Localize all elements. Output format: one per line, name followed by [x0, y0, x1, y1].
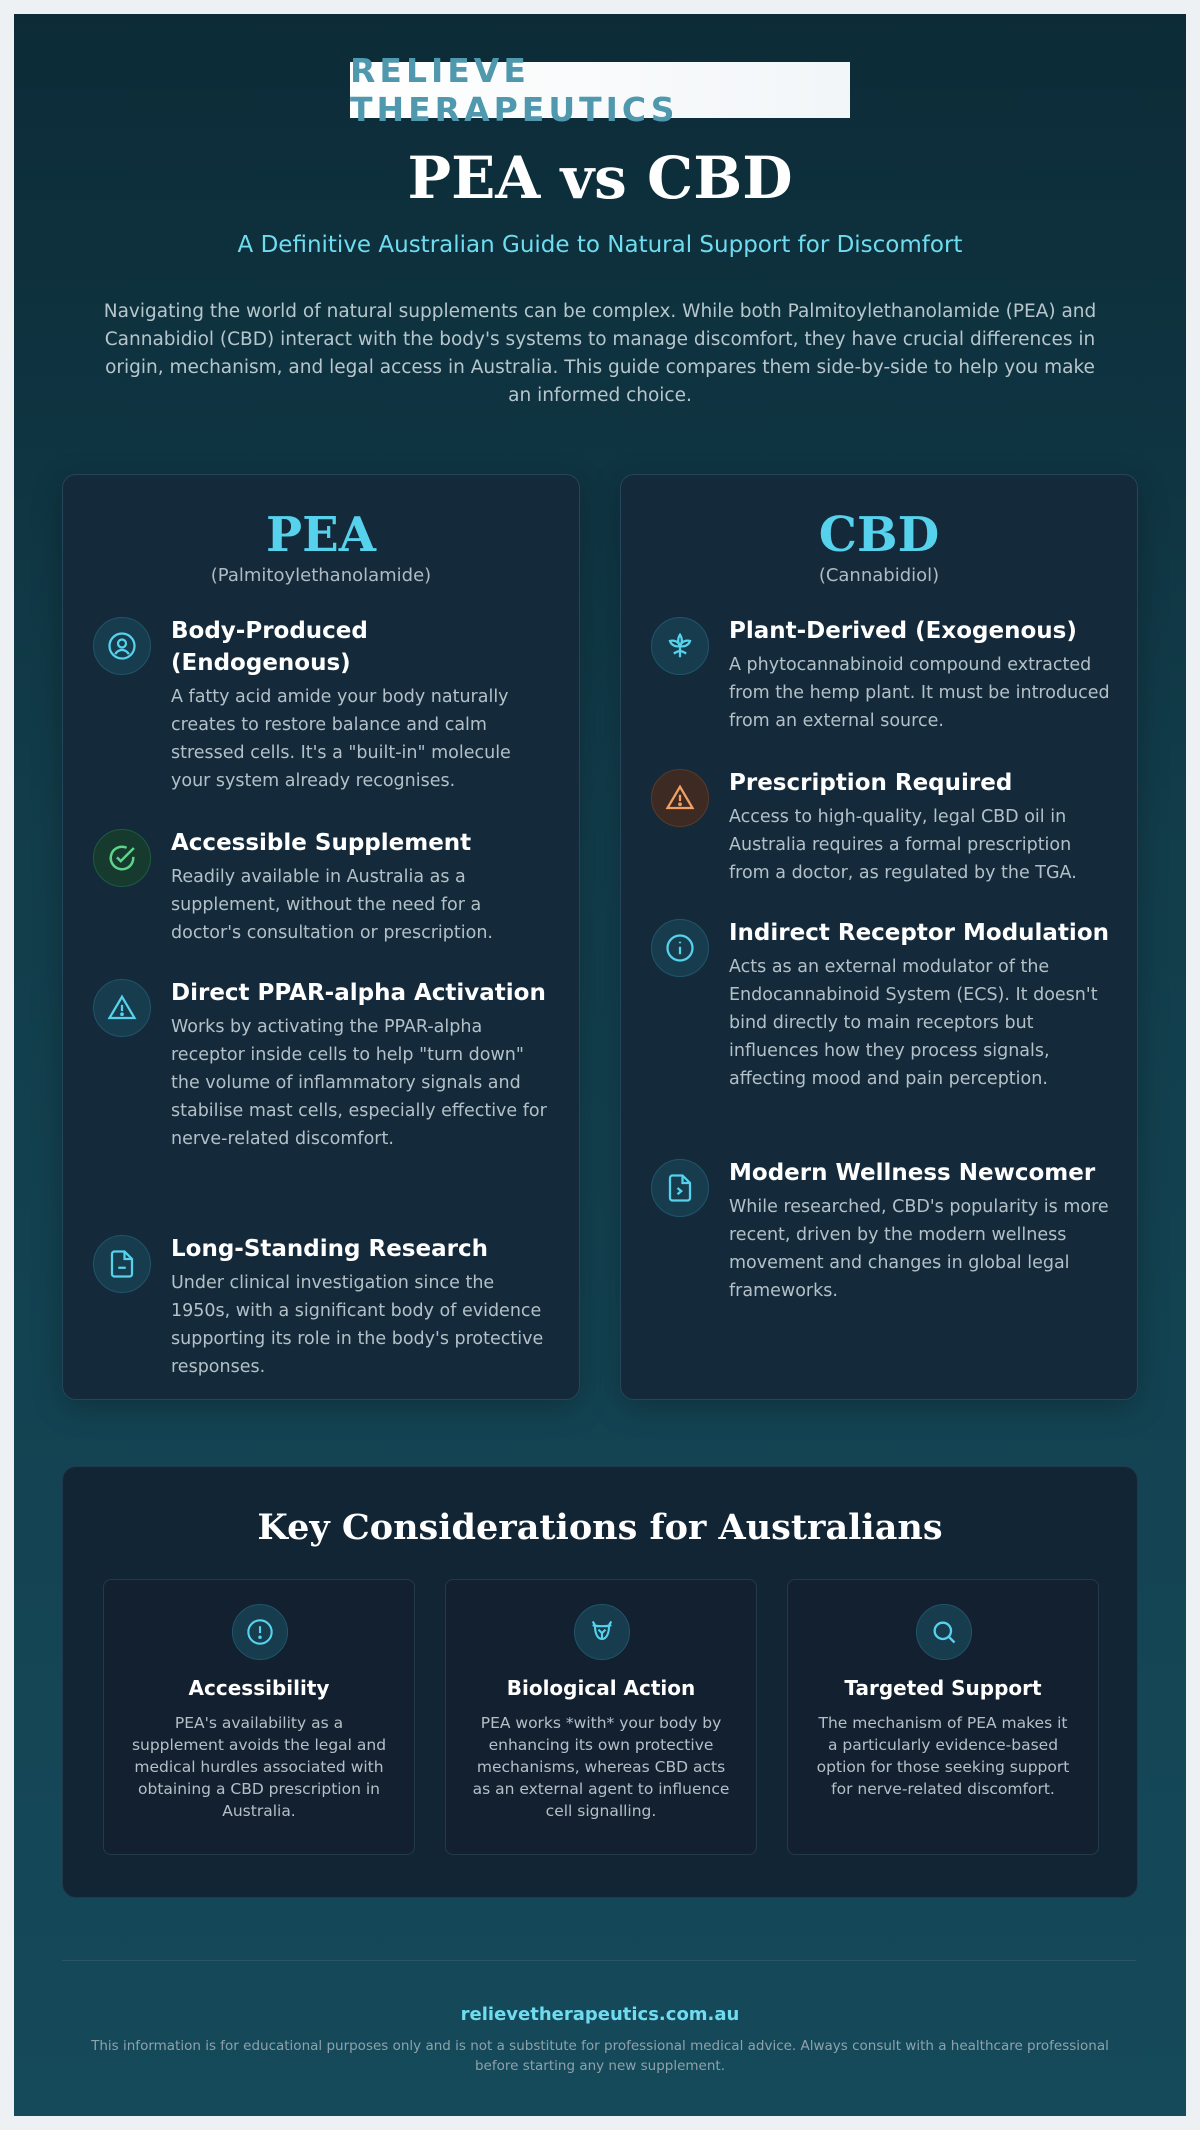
pea-card-title: PEA [266, 507, 376, 563]
feature-title: Direct PPAR-alpha Activation [171, 980, 546, 1006]
key-card-title: Biological Action [506, 1676, 696, 1700]
feature-title: Body-Produced (Endogenous) [171, 618, 368, 676]
key-considerations-section [62, 1466, 1138, 1898]
infographic-frame [14, 14, 1186, 2116]
key-card-text: PEA's availability as a supplement avoids the legal and medical hurdles associated with obtaining a CBD prescription in Australia. [131, 1714, 387, 1820]
feature-title: Modern Wellness Newcomer [729, 1160, 1096, 1186]
feature-title: Accessible Supplement [171, 830, 472, 856]
feature-text: Readily available in Australia as a supplement, without the need for a doctor's consultation or prescription. [171, 867, 493, 943]
cbd-card [620, 474, 1138, 1400]
cbd-card-header [621, 507, 1137, 586]
info-circle-icon [651, 919, 709, 977]
footer-site-link[interactable]: relievetherapeutics.com.au [460, 2004, 740, 2025]
feature-text: Works by activating the PPAR-alpha receptor inside cells to help "turn down" the volume of inflammatory signals and stabilise mast cells, especially effective for nerve-related discomfort. [171, 1017, 547, 1149]
key-card-biological-action [445, 1579, 757, 1855]
feature-title: Indirect Receptor Modulation [729, 920, 1109, 946]
page-subtitle: A Definitive Australian Guide to Natural Support for Discomfort [237, 232, 963, 258]
key-card-text: PEA works *with* your body by enhancing its own protective mechanisms, whereas CBD acts as an external agent to influence cell signalling. [472, 1714, 730, 1820]
key-card-targeted-support [787, 1579, 1099, 1855]
feature-title: Prescription Required [729, 770, 1013, 796]
biology-icon [574, 1604, 630, 1660]
footer-disclaimer: This information is for educational purposes only and is not a substitute for professional medical advice. Always consult with a healthcare professional before starting any new supplement. [91, 2038, 1109, 2074]
feature-text: Under clinical investigation since the 1950s, with a significant body of evidence supporting its role in the body's protective responses. [171, 1273, 544, 1377]
feature-text: While researched, CBD's popularity is more recent, driven by the modern wellness movement and changes in global legal frameworks. [729, 1197, 1109, 1301]
cbd-card-title: CBD [818, 507, 940, 563]
pea-card-subtitle: (Palmitoylethanolamide) [210, 565, 432, 586]
pea-card-header [63, 507, 579, 586]
alert-triangle-icon [651, 769, 709, 827]
leaf-icon [651, 617, 709, 675]
alert-circle-icon [232, 1604, 288, 1660]
warning-triangle-icon [93, 979, 151, 1037]
check-circle-icon [93, 829, 151, 887]
feature-title: Long-Standing Research [171, 1236, 488, 1262]
key-considerations-title: Key Considerations for Australians [257, 1507, 943, 1548]
key-card-title: Accessibility [188, 1676, 330, 1700]
key-card-accessibility [103, 1579, 415, 1855]
document-icon [93, 1235, 151, 1293]
pea-card [62, 474, 580, 1400]
feature-text: A fatty acid amide your body naturally creates to restore balance and calm stressed cells. It's a "built-in" molecule your system already recognises. [171, 687, 511, 791]
key-card-text: The mechanism of PEA makes it a particularly evidence-based option for those seeking support for nerve-related discomfort. [816, 1714, 1070, 1798]
page-title: PEA vs CBD [407, 144, 793, 212]
cbd-card-subtitle: (Cannabidiol) [818, 565, 940, 586]
key-card-title: Targeted Support [844, 1676, 1042, 1700]
search-icon [916, 1604, 972, 1660]
intro-paragraph: Navigating the world of natural supplements can be complex. While both Palmitoylethanolamide (PEA) and Cannabidiol (CBD) interact with the body's systems to manage discomfort, they have crucial differences in origin, mechanism, and legal access in Australia. This guide compares them side-by-side to help you make an informed choice. [103, 301, 1097, 406]
feature-text: Acts as an external modulator of the Endocannabinoid System (ECS). It doesn't bind directly to main receptors but influences how they process signals, affecting mood and pain perception. [729, 957, 1098, 1089]
footer-divider [62, 1960, 1136, 1961]
file-arrow-icon [651, 1159, 709, 1217]
brand-logo-text: RELIEVE THERAPEUTICS [350, 51, 679, 129]
brand-logo [350, 51, 850, 129]
feature-text: A phytocannabinoid compound extracted from the hemp plant. It must be introduced from an external source. [729, 655, 1110, 731]
feature-title: Plant-Derived (Exogenous) [729, 618, 1077, 644]
feature-text: Access to high-quality, legal CBD oil in Australia requires a formal prescription from a doctor, as regulated by the TGA. [729, 807, 1077, 883]
user-circle-icon [93, 617, 151, 675]
